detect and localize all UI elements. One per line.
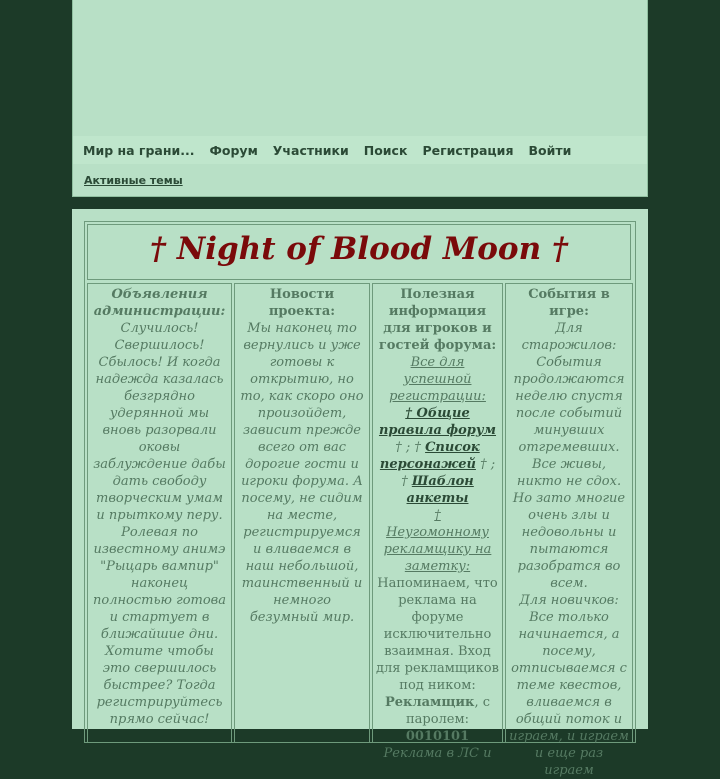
password-label: , с паролем:	[405, 695, 490, 727]
rules-link[interactable]: † Общие правила форум	[378, 406, 497, 438]
events-body-newcomers: Для новичков: Все только начинается, а посему, отписываемся с теме квестов, вливаемся в общий поток и играем, и играем и еще раз играем	[509, 593, 629, 778]
nav-register[interactable]: Регистрация	[422, 142, 514, 158]
forum-title: † Night of Blood Moon †	[149, 231, 569, 267]
characters-link[interactable]: Список персонажей	[379, 440, 480, 472]
registration-subheading: Все для успешной регистрации:	[389, 355, 486, 404]
admin-body: Случилось! Свершилось! Сбылось! И когда надежда казалась безгрядно удерянной мы вновь разорвали оковы заблуждение дабы дать свободу творческим умам и прыткому перу. Ролевая по известному анимэ "Рыцарь вампир" наконец полностью готова и стартует в ближайшие дни. Хотите чтобы это свершилось быстрее? Тогда регистрируйтесь прямо сейчас!	[93, 321, 226, 727]
admin-heading: Объявления администрации:	[93, 287, 226, 319]
nav-login[interactable]: Войти	[528, 142, 572, 158]
events-body-veterans: Для старожилов: События продолжаются неделю спустя после событий минувших отгремевших. Все живы, никто не сдох. Но зато многие очень злы и недовольны и пытаются разобратся во всем.	[512, 321, 626, 591]
column-news	[234, 283, 370, 743]
events-heading: События в игре:	[528, 287, 610, 319]
form-template-link[interactable]: Шаблон анкеты	[406, 474, 474, 506]
column-info	[372, 283, 503, 761]
separator-3: †	[434, 508, 441, 523]
main-nav	[73, 136, 647, 164]
active-topics-link[interactable]: Активные темы	[84, 174, 183, 187]
nav-search[interactable]: Поиск	[363, 142, 408, 158]
nav-members[interactable]: Участники	[272, 142, 349, 158]
column-admin	[87, 283, 232, 743]
separator-1: † ; †	[395, 440, 421, 455]
advertiser-nick: Рекламщик	[385, 695, 475, 710]
separator-2: † ; †	[401, 457, 496, 489]
site-header	[72, 0, 648, 197]
advertiser-body: Напоминаем, что реклама на форуме исключительно взаимная. Вход для рекламщиков под ником:	[376, 576, 499, 693]
title-cell	[87, 224, 631, 280]
advertiser-subheading: Неугомонному рекламщику на заметку:	[383, 525, 492, 574]
nav-home[interactable]: Мир на грани...	[83, 142, 195, 158]
main-content	[72, 209, 648, 778]
advertiser-tail: Реклама в ЛС и	[383, 746, 492, 761]
column-events	[505, 283, 633, 778]
news-body: Мы наконец то вернулись и уже готовы к открытию, но то, как скоро оно произойдет, зависит прежде всего от вас дорогие гости и игроки форума. А посему, не сидим на месте, регистрируемся и вливаемся в наш небольшой, таинственный и немного безумный мир.	[240, 321, 364, 625]
info-heading: Полезная информация для игроков и гостей форума:	[378, 287, 497, 353]
news-heading: Новости проекта:	[268, 287, 336, 319]
announcement-table	[84, 221, 636, 778]
nav-forum[interactable]: Форум	[209, 142, 258, 158]
advertiser-password: 0010101	[405, 729, 470, 744]
